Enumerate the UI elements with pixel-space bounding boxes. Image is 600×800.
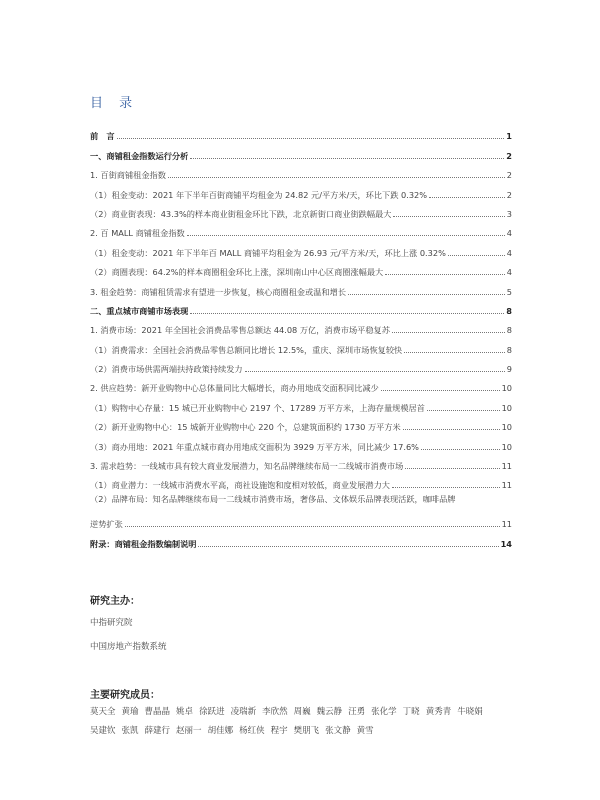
- members-list: [90, 703, 520, 741]
- toc-entry-label: 一、商铺租金指数运行分析: [90, 150, 189, 161]
- toc-entry[interactable]: [90, 335, 512, 354]
- toc-entry-label: 2. 供应趋势：新开业购物中心总体量同比大幅增长，商办用地成交面积同比减少: [90, 383, 379, 394]
- toc-entry[interactable]: [90, 393, 512, 412]
- toc-entry[interactable]: [90, 161, 512, 180]
- toc-entry[interactable]: [90, 258, 512, 277]
- toc-entry-page: 4: [506, 228, 512, 239]
- toc-entry-label: （2）新开业购物中心：15 城新开业购物中心 220 个，总建筑面积约 1730 万平方米: [90, 422, 401, 433]
- member-name: 赵丽一: [176, 726, 202, 736]
- toc-leader-dots: [448, 255, 505, 256]
- toc-leader-dots: [393, 216, 504, 217]
- toc-entry-page: 2: [506, 150, 512, 161]
- toc-entry[interactable]: [90, 355, 512, 374]
- toc-entry-page: 4: [506, 247, 512, 258]
- toc-entry-page: 2: [506, 189, 512, 200]
- toc-entry-brand-layout[interactable]: [90, 490, 512, 529]
- member-name: 丁晓: [402, 707, 420, 717]
- member-name: 薛建行: [144, 726, 171, 736]
- toc-leader-dots: [381, 390, 500, 391]
- member-name: 程宇: [270, 726, 288, 736]
- toc-entry-label: 前 言: [90, 131, 115, 142]
- toc-entry-page: 11: [501, 461, 512, 472]
- member-name: 周巍: [293, 707, 311, 717]
- toc-entry[interactable]: [90, 238, 512, 257]
- toc-entry-label: （3）商办用地：2021 年重点城市商办用地成交面积为 3929 万平方米，同比减少 17.6%: [90, 441, 419, 452]
- toc-entry[interactable]: [90, 452, 512, 471]
- toc-entry-label: （1）消费需求：全国社会消费品零售总额同比增长 12.5%，重庆、深圳市场恢复较快: [90, 344, 403, 355]
- member-name: 魏云静: [316, 707, 343, 717]
- members-heading: 主要研究成员：: [90, 690, 160, 701]
- toc-entry[interactable]: [90, 316, 512, 335]
- toc-entry-label: （2）品牌布局：知名品牌继续布局一二线城市消费市场，奢侈品、文体娱乐品牌表现活跃，咖啡品牌: [90, 494, 456, 505]
- toc-entry-page: 10: [501, 402, 512, 413]
- toc-entry-label: （2）商圈表现：64.2%的样本商圈租金环比上涨，深圳南山中心区商圈涨幅最大: [90, 267, 384, 278]
- toc-leader-dots: [385, 274, 505, 275]
- toc-leader-dots: [245, 371, 505, 372]
- member-name: 凌瑞新: [230, 707, 257, 717]
- toc-entry-label: 3. 租金趋势：商铺租赁需求有望进一步恢复，核心商圈租金或温和增长: [90, 286, 347, 297]
- toc-leader-dots: [403, 429, 500, 430]
- toc-entry-page: 10: [501, 441, 512, 452]
- table-of-contents: [90, 122, 512, 549]
- member-name: 黄秀青: [425, 707, 452, 717]
- research-host-heading: 研究主办：: [90, 596, 140, 607]
- toc-leader-dots: [117, 138, 505, 139]
- toc-entry-label: 附录：商铺租金指数编制说明: [90, 538, 197, 549]
- toc-entry[interactable]: [90, 180, 512, 199]
- toc-entry[interactable]: [90, 122, 512, 141]
- member-name: 曹晶晶: [144, 707, 171, 717]
- member-name: 张化学: [371, 707, 397, 717]
- toc-entry[interactable]: [90, 219, 512, 238]
- toc-leader-dots: [348, 294, 505, 295]
- member-name: 吴建钦: [90, 726, 116, 736]
- member-name: 樊朋飞: [293, 726, 320, 736]
- toc-entry-page: 3: [506, 208, 512, 219]
- toc-entry-label: 二、重点城市商铺市场表现: [90, 305, 189, 316]
- toc-entry-label: 2. 百 MALL 商铺租金指数: [90, 228, 185, 239]
- toc-entry-label: （1）购物中心存量：15 城已开业购物中心 2197 个、17289 万平方米，上海存量规模居首: [90, 402, 425, 413]
- toc-entry-page: 8: [506, 325, 512, 336]
- toc-leader-dots: [392, 487, 500, 488]
- toc-entry-page: 5: [506, 286, 512, 297]
- toc-entry-page: 10: [501, 422, 512, 433]
- member-name: 牛晓娟: [457, 707, 483, 717]
- toc-leader-dots: [190, 313, 504, 314]
- toc-leader-dots: [187, 235, 505, 236]
- toc-leader-dots: [405, 468, 499, 469]
- toc-entry-page: 10: [501, 383, 512, 394]
- toc-entry[interactable]: [90, 141, 512, 160]
- toc-entry[interactable]: [90, 200, 512, 219]
- toc-entry[interactable]: [90, 471, 512, 490]
- member-name: 汪勇: [348, 707, 366, 717]
- toc-entry-label: （1）商业潜力：一线城市消费水平高，商社设施饱和度相对较低，商业发展潜力大: [90, 480, 390, 491]
- toc-leader-dots: [198, 546, 498, 547]
- toc-title: 目 录: [90, 96, 139, 111]
- member-name: 杨红侠: [239, 726, 265, 736]
- toc-leader-dots: [392, 332, 505, 333]
- toc-entry-label: （2）商业街表现：43.3%的样本商业街租金环比下跌，北京新街口商业街跌幅最大: [90, 208, 392, 219]
- toc-entry-page: 9: [506, 364, 512, 375]
- member-name: 李欣然: [262, 707, 288, 717]
- toc-leader-dots: [429, 197, 505, 198]
- toc-entry-label: 3. 需求趋势：一线城市具有较大商业发展潜力，知名品牌继续布局一二线城市消费市场: [90, 461, 404, 472]
- toc-entry-page: 11: [501, 519, 512, 530]
- toc-entry-page: 11: [501, 480, 512, 491]
- toc-entry-label-continued: 逆势扩张: [90, 519, 123, 530]
- member-name: 张文静: [325, 726, 351, 736]
- toc-entry-page: 14: [500, 538, 512, 549]
- toc-leader-dots: [427, 410, 500, 411]
- toc-entry-page: 4: [506, 267, 512, 278]
- toc-entry-label: （1）租金变动：2021 年下半年百街商铺平均租金为 24.82 元/平方米/天，环比下跌 0.32%: [90, 189, 428, 200]
- member-name: 莫天全: [90, 707, 116, 717]
- toc-entry-page: 2: [506, 170, 512, 181]
- toc-leader-dots: [168, 177, 505, 178]
- toc-entry-label: （1）租金变动：2021 年下半年百 MALL 商铺平均租金为 26.93 元/平方米/天，环比上涨 0.32%: [90, 247, 446, 258]
- toc-entry-appendix[interactable]: [90, 529, 512, 548]
- toc-entry[interactable]: [90, 413, 512, 432]
- toc-leader-dots: [125, 526, 500, 527]
- member-name: 张凯: [121, 726, 139, 736]
- toc-entry[interactable]: [90, 432, 512, 451]
- toc-entry-label: 1. 百街商铺租金指数: [90, 170, 166, 181]
- toc-entry-label: （2）消费市场供需两端扶持政策持续发力: [90, 364, 243, 375]
- toc-leader-dots: [421, 449, 500, 450]
- research-org-2: 中国房地产指数系统: [90, 642, 167, 652]
- toc-entry-label: 1. 消费市场：2021 年全国社会消费品零售总额达 44.08 万亿，消费市场平稳复苏: [90, 325, 390, 336]
- toc-entry[interactable]: [90, 277, 512, 296]
- toc-entry-page: 8: [506, 344, 512, 355]
- member-name: 黄瑜: [121, 707, 139, 717]
- member-name: 姚卓: [176, 707, 194, 717]
- member-name: 徐跃进: [199, 707, 225, 717]
- toc-leader-dots: [404, 352, 505, 353]
- toc-leader-dots: [190, 158, 504, 159]
- research-org-1: 中指研究院: [90, 618, 133, 628]
- toc-entry[interactable]: [90, 374, 512, 393]
- toc-entry[interactable]: [90, 297, 512, 316]
- member-name: 胡佳娜: [207, 726, 234, 736]
- toc-entry-page: 8: [506, 305, 512, 316]
- toc-entry-page: 1: [506, 131, 512, 142]
- member-name: 黄雪: [356, 726, 374, 736]
